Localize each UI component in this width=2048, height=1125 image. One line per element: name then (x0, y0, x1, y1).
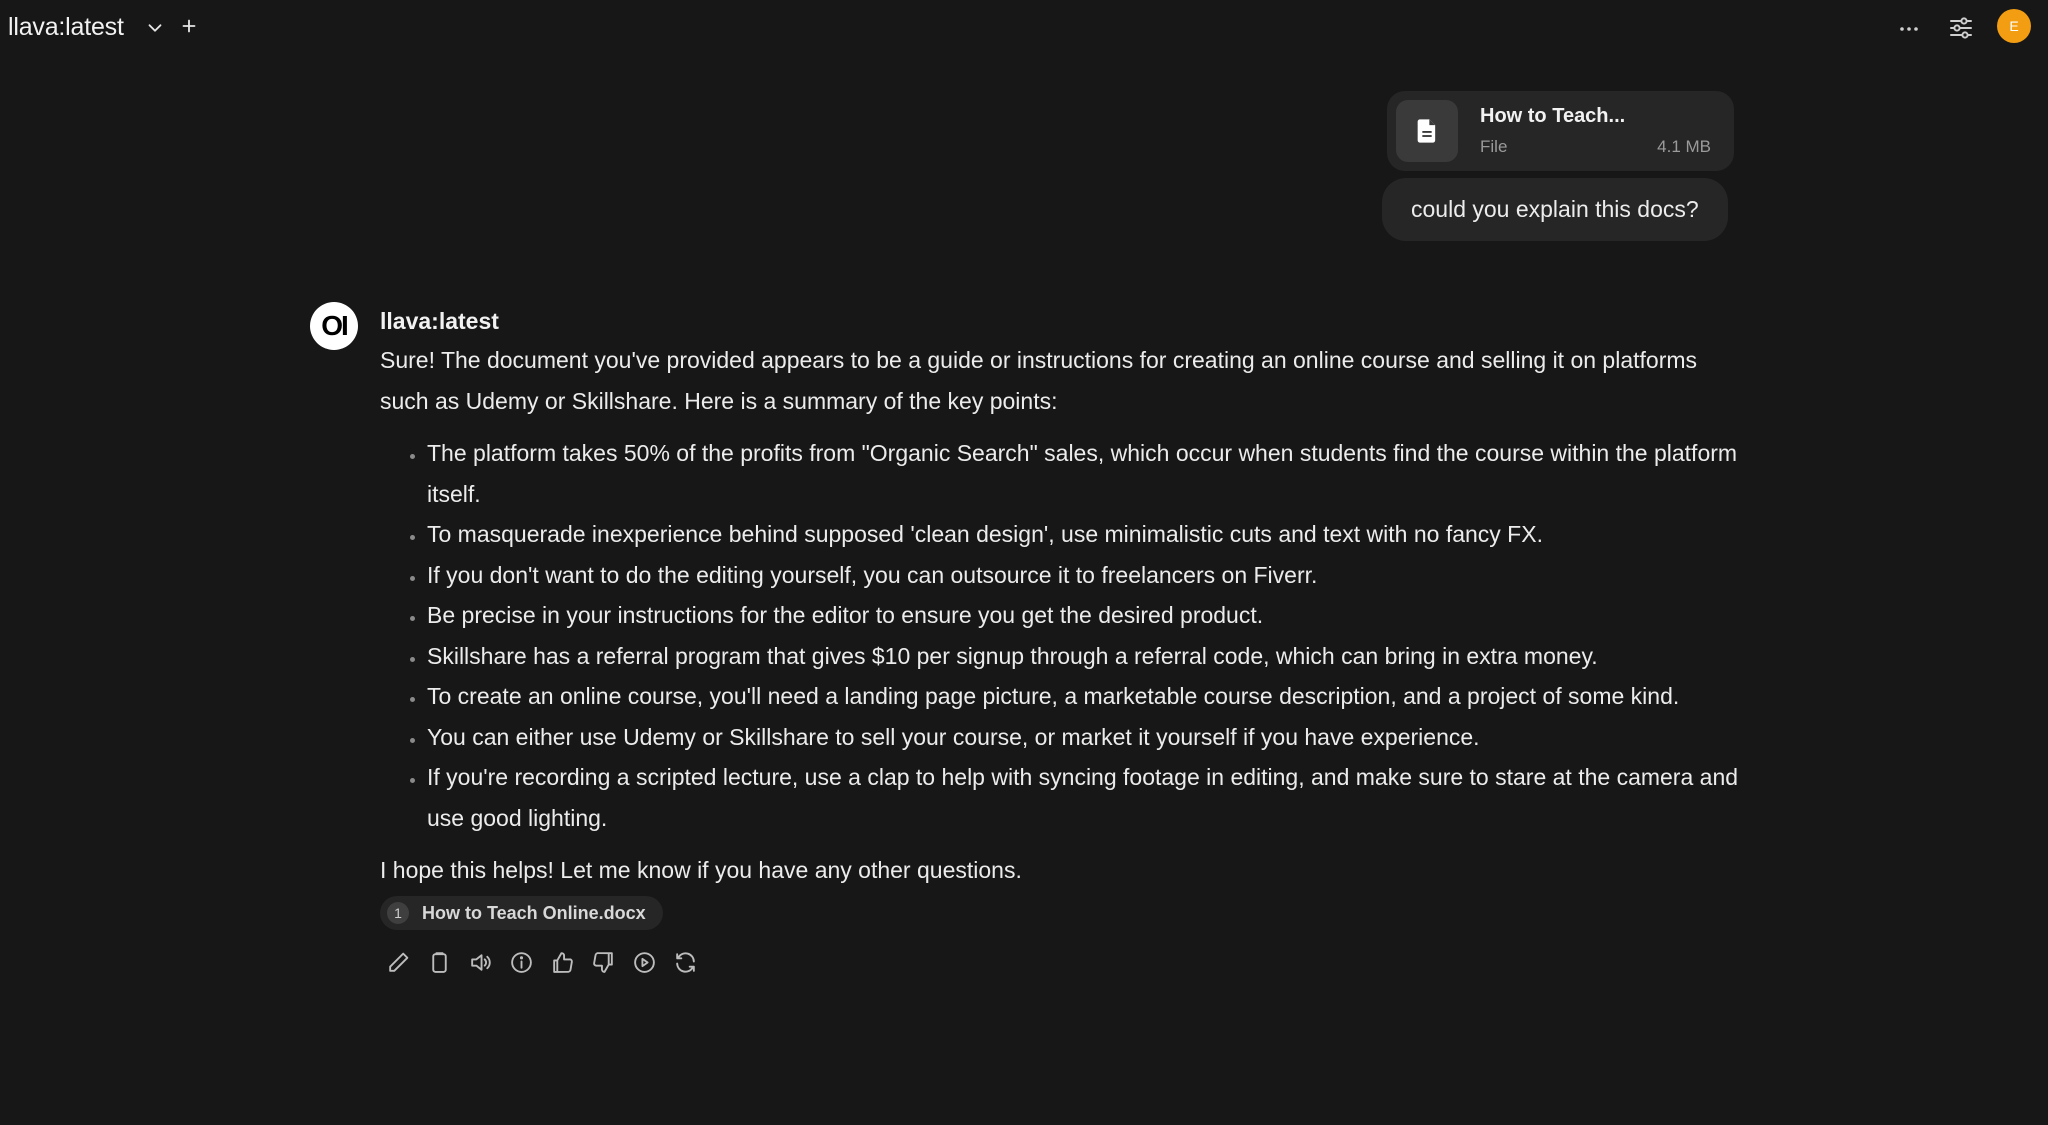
response-closing: I hope this helps! Let me know if you have any other questions. (380, 857, 1022, 883)
list-item: • If you're recording a scripted lecture, use a clap to help with syncing footage in editing, and make sure to stare at the camera and use good lighting. (427, 757, 1740, 838)
attached-file-card[interactable] (1387, 91, 1734, 171)
assistant-avatar: OI (310, 302, 358, 350)
list-item: • You can either use Udemy or Skillshare to sell your course, or market it yourself if you have experience. (427, 717, 1740, 758)
regenerate-refresh-icon[interactable] (673, 950, 698, 975)
copy-clipboard-icon[interactable] (427, 950, 452, 975)
edit-pencil-icon[interactable] (386, 950, 411, 975)
info-icon[interactable] (509, 950, 534, 975)
thumbs-down-icon[interactable] (591, 950, 616, 975)
list-item: • The platform takes 50% of the profits from "Organic Search" sales, which occur when students find the course within the platform itself. (427, 433, 1740, 514)
citation-number: 1 (387, 902, 409, 924)
file-size: 4.1 MB (1657, 137, 1711, 156)
file-name: How to Teach... (1480, 105, 1626, 127)
user-message-bubble: could you explain this docs? (1382, 178, 1728, 241)
list-item: • To create an online course, you'll need a landing page picture, a marketable course description, and a project of some kind. (427, 676, 1740, 717)
message-action-bar (386, 950, 698, 975)
citation-name: How to Teach Online.docx (422, 902, 646, 923)
citation-chip[interactable] (380, 896, 663, 930)
continue-play-icon[interactable] (632, 950, 657, 975)
read-aloud-speaker-icon[interactable] (468, 950, 493, 975)
model-selector[interactable]: llava:latest (8, 13, 124, 41)
add-model-plus-icon[interactable] (178, 15, 200, 37)
document-icon (1396, 100, 1458, 162)
list-item: • To masquerade inexperience behind supposed 'clean design', use minimalistic cuts and text with no fancy FX. (427, 514, 1740, 555)
settings-sliders-icon[interactable] (1947, 14, 1975, 42)
more-options-icon[interactable] (1896, 16, 1922, 42)
thumbs-up-icon[interactable] (550, 950, 575, 975)
list-item: • Skillshare has a referral program that gives $10 per signup through a referral code, which can bring in extra money. (427, 636, 1740, 677)
assistant-response (380, 340, 1740, 891)
list-item: • Be precise in your instructions for the editor to ensure you get the desired product. (427, 595, 1740, 636)
file-type: File (1480, 137, 1508, 156)
chevron-down-icon[interactable] (144, 17, 166, 39)
assistant-model-name: llava:latest (380, 308, 499, 334)
list-item: • If you don't want to do the editing yourself, you can outsource it to freelancers on Fiverr. (427, 555, 1740, 596)
response-intro: Sure! The document you've provided appears to be a guide or instructions for creating an online course and selling it on platforms such as Udemy or Skillshare. Here is a summary of the key points: (380, 347, 1698, 414)
response-bullet-list (380, 433, 1740, 838)
user-avatar[interactable]: E (1997, 9, 2031, 43)
